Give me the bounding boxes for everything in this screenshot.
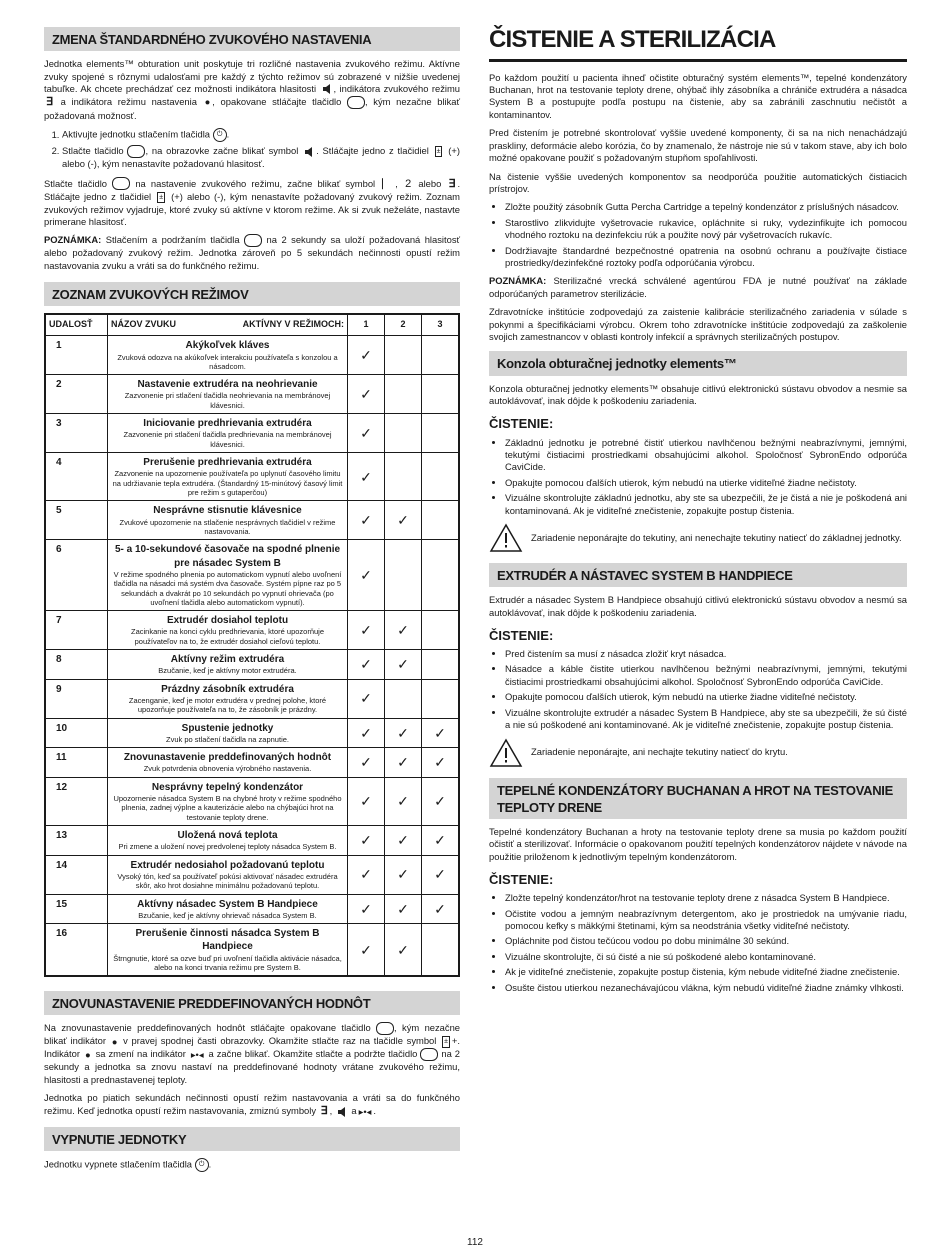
col-active-label: AKTÍVNY V REŽIMOCH: (242, 319, 344, 330)
event-number: 3 (45, 414, 108, 453)
mode-2-check: ✓ (385, 611, 422, 650)
mode-1-check: ✓ (348, 375, 385, 414)
mode-3-check (422, 679, 460, 718)
sound-description: Zvuk potvrdenia obnovenia výrobného nastavenia. (143, 764, 312, 774)
section-heading-extruder: EXTRUDÉR A NÁSTAVEC SYSTEM B HANDPIECE (489, 563, 907, 587)
sound-name-cell (108, 375, 348, 414)
table-row (45, 826, 459, 856)
text: (+) alebo (-), kým nenastavíte požadovanú hlasitosť. (62, 145, 460, 170)
mode-3-check: ✓ (422, 748, 460, 778)
paragraph-extruder: Extrudér a násadec System B Handpiece obsahujú citlivú elektronickú sústavu obvodov a nesmú sa autoklávovať, inak dôjde k poškodeniu zariadenia. (489, 594, 907, 618)
sound-name: Nesprávny tepelný kondenzátor (151, 781, 304, 793)
table-row (45, 453, 459, 501)
text: Na znovunastavenie preddefinovaných hodnôt stláčajte opakovane tlačidlo (44, 1022, 371, 1034)
sound-description: Zacinkanie na konci cyklu predhrievania, ktoré upozorňuje používateľov na to, že extrudér dosiahol cieľovú teplotu. (130, 627, 325, 646)
list-item: • Násadce a káble čistite utierkou navlhčenou bežnými neabrazívnymi, jemnými, tekutými čistiacimi prostriedkami obsahujúcimi alkohol. Spoločnosť SybronEndo odporúča CaviCide. (505, 663, 907, 688)
sound-name: Extrudér nedosiahol požadovanú teplotu (130, 859, 325, 871)
sound-description: Bzučanie, keď je aktívny motor extrudéra. (158, 666, 297, 676)
page-number: 112 (467, 1237, 483, 1248)
text: a začne blikať. Okamžite stlačte a podržte tlačidlo (208, 1048, 418, 1060)
text: Stlačte tlačidlo (62, 145, 124, 157)
list-item: • Vizuálne skontrolujte základnú jednotku, aby ste sa ubezpečili, že je čistá a nie je poškodená ani kontaminovaná. Ak je viditeľné znečistenie, zopakujte postup čistenia. (505, 492, 907, 517)
mode-1-check: ✓ (348, 414, 385, 453)
event-number: 4 (45, 453, 108, 501)
col-mode-2: 2 (385, 314, 422, 335)
section-heading-sound-modes: ZOZNAM ZVUKOVÝCH REŽIMOV (44, 282, 460, 306)
mode-3-check (422, 924, 460, 977)
buchanan-cleaning-list (489, 892, 907, 994)
event-number: 2 (45, 375, 108, 414)
sound-name: Extrudér dosiahol teplotu (166, 615, 289, 627)
mode-1-check: ✓ (348, 336, 385, 375)
mode-2-check (385, 414, 422, 453)
sound-name: Akýkoľvek kláves (185, 340, 270, 352)
list-item: • Opakujte pomocou ďalších utierok, kým nebudú na utierke viditeľné žiadne nečistoty. (505, 477, 907, 489)
list-item: • Opakujte pomocou ďalších utierok, kým nebudú na utierke žiadne viditeľné nečistoty. (505, 691, 907, 703)
note-label: POZNÁMKA: (489, 275, 547, 287)
list-item: • Opláchnite pod čistou tečúcou vodou po dobu minimálne 30 sekúnd. (505, 935, 907, 947)
event-number: 16 (45, 924, 108, 977)
section-heading-reset: ZNOVUNASTAVENIE PREDDEFINOVANÝCH HODNÔT (44, 991, 460, 1015)
col-mode-1: 1 (348, 314, 385, 335)
section-heading-console: Konzola obturačnej jednotky elements™ (489, 351, 907, 375)
sound-description: Vysoký tón, keď sa používateľ pokúsi aktivovať násadec extrudéra skôr, ako hrot dosiahne minimálnu požadovanú teplotu. (117, 871, 338, 891)
subheading-cleaning: ČISTENIE: (489, 872, 554, 888)
warning-triangle-icon (489, 738, 523, 768)
event-number: 12 (45, 777, 108, 825)
sound-name: Spustenie jednotky (181, 722, 274, 734)
mode-3-check (422, 611, 460, 650)
text: Aktivujte jednotku stlačením tlačidla (62, 128, 210, 140)
text: . Stláčajte jedno z tlačidiel (316, 145, 429, 157)
mode-1-check: ✓ (348, 453, 385, 501)
event-number: 5 (45, 501, 108, 540)
paragraph-reset-exit: Jednotka po piatich sekundách nečinnosti opustí režim nastavovania a vráti sa do funkčného režimu. Keď jednotka opustí režim nastavovania, zmiznú symboly ∃ , a ▸•◂ . (44, 1092, 460, 1118)
text: . Stláčajte jedno z tlačidiel (44, 177, 461, 203)
event-number: 1 (45, 336, 108, 375)
sound-name-cell (108, 611, 348, 650)
paragraph-institutions: Zdravotnícke inštitúcie zodpovedajú za zaistenie kalibrácie sterilizačného zariadenia v súlade s pokynmi a špecifikáciami výrobcu. Okrem toho zdravotnícke inštitúcie zodpovedajú za zaškolenie svojich zamestnancov v oblasti kontroly infekcií a správnych sterilizačných postupov. (489, 306, 907, 342)
mode-2-check: ✓ (385, 826, 422, 856)
mode-2-check: ✓ (385, 718, 422, 748)
event-number: 8 (45, 650, 108, 680)
mode-2-check: ✓ (385, 855, 422, 894)
paragraph-no-automatic: Na čistenie vyššie uvedených komponentov sa neodporúča použitie automatických čistiacich prístrojov. (489, 170, 907, 194)
list-item: • Ak je viditeľné znečistenie, zopakujte postup čistenia, kým nebude viditeľné žiadne znečistenie. (505, 966, 907, 978)
text: (+) alebo (-), kým nenastavíte požadovaný zvukový režim. Zoznam zvukových režimov vyjadruje, ktoré zvuky sú aktívne v ktorom režime. Ak si zvuk neželáte, nastavte primerane hlasitosť. (44, 191, 460, 228)
sound-name-cell (108, 718, 348, 748)
col-sound-name (108, 314, 348, 335)
mode-3-check (422, 336, 460, 375)
mode-3-check: ✓ (422, 826, 460, 856)
speaker-icon (304, 147, 314, 157)
step-item: 1. Aktivujte jednotku stlačením tlačidla ⏻ . (62, 128, 460, 142)
list-item: • Vizuálne skontrolujte extrudér a násadec System B Handpiece, aby ste sa ubezpečili, že sú čisté a nie sú poškodené ani kontaminované. Ak je viditeľné znečistenie, zopakujte postup čistenia. (505, 707, 907, 732)
sound-name: Nesprávne stisnutie klávesnice (153, 505, 302, 517)
mode-2-indicator-icon: 2 (405, 177, 412, 190)
sound-description: Zazvonenie na upozornenie používateľa po uplynutí časového limitu na udržiavanie tepla extrudéra. (Štandardný 15-minútový časový limit pre režim s gutaperčou) (112, 469, 343, 498)
sound-description: Zvukové upozornenie na stlačenie nesprávnych tlačidiel v režime nastavovania. (119, 517, 336, 536)
sound-name-cell (108, 855, 348, 894)
text: Stlačením a podržaním tlačidla (105, 234, 240, 246)
table-row (45, 414, 459, 453)
sound-name: Iniciovanie predhrievania extrudéra (143, 418, 312, 430)
note-sterilization (489, 275, 907, 300)
mode-2-check (385, 679, 422, 718)
sound-description: Zvuková odozva na akúkoľvek interakciu používateľa s konzolou a násadcom. (117, 352, 338, 371)
event-number: 9 (45, 679, 108, 718)
event-number: 14 (45, 855, 108, 894)
col-mode-3: 3 (422, 314, 460, 335)
event-number: 13 (45, 826, 108, 856)
sound-name: Znovunastavenie preddefinovaných hodnôt (123, 752, 332, 764)
sound-description: Štrngnutie, ktoré sa ozve buď pri uvoľnení tlačidla aktivácie násadca, alebo na konci trvania režimu pre System B. (113, 953, 342, 972)
table-row (45, 718, 459, 748)
text: Sterilizačné vrecká schválené agentúrou FDA je nutné používať na základe odporúčaných parametrov sterilizácie. (489, 275, 907, 299)
text: v pravej spodnej časti obrazovky. Okamžite stlačte raz na tlačidle symbol (123, 1035, 437, 1047)
mode-3-check (422, 375, 460, 414)
table-row (45, 748, 459, 778)
warning-triangle-icon (489, 523, 523, 553)
section-heading-buchanan: TEPELNÉ KONDENZÁTORY BUCHANAN A HROT NA TESTOVANIE TEPLOTY DRENE (489, 778, 907, 819)
warning-text: Zariadenie neponárajte, ani nechajte tekutiny natiecť do krytu. (531, 746, 788, 758)
sound-name-cell (108, 826, 348, 856)
paragraph-reset (44, 1022, 460, 1086)
mode-1-check: ✓ (348, 611, 385, 650)
console-cleaning-list (489, 437, 907, 517)
mode-3-check: ✓ (422, 855, 460, 894)
sound-name-cell (108, 453, 348, 501)
speaker-icon (322, 84, 332, 94)
sound-name: Nastavenie extrudéra na neohrievanie (137, 379, 318, 391)
note-sound (44, 234, 460, 272)
list-item: • Zložte tepelný kondenzátor/hrot na testovanie teploty drene z násadca System B Handpiece. (505, 892, 907, 904)
plus-minus-button-icon: ± (435, 146, 443, 157)
plus-minus-button-icon: ± (157, 192, 165, 203)
mode-1-check: ✓ (348, 777, 385, 825)
table-row (45, 679, 459, 718)
col-sound-name-label: NÁZOV ZVUKU (111, 319, 176, 330)
mode-1-check: ✓ (348, 826, 385, 856)
sound-description: Zacenganie, keď je motor extrudéra v prednej polohe, ktoré upozorňuje používateľa na to, že zásobník je prázdny. (128, 695, 327, 715)
text: alebo (418, 177, 442, 189)
mode-1-indicator-icon: ⎸ (382, 177, 394, 190)
sound-description: Bzučanie, keď je aktívny ohrievač násadca System B. (138, 910, 317, 920)
page-title: ČISTENIE A STERILIZÁCIA (489, 24, 907, 62)
paragraph-sound-intro (44, 58, 460, 122)
mode-3-check (422, 650, 460, 680)
paragraph-cleaning-intro: Po každom použití u pacienta ihneď očistite obturačný systém elements™, tepelné kondenzátory Buchanan, hrot na testovanie teploty drene, ohýbač ihly zásobníka a chrániče extrudéra a násadca System B a postupujte podľa postupu na čistenie, aby sa zabránili zaschnutiu nečistôt a kontaminantov. (489, 71, 907, 120)
sound-name-cell (108, 924, 348, 977)
sound-description: Zazvonenie pri stlačení tlačidla neohrievania na membránovej klávesnici. (124, 391, 331, 410)
mode-1-check: ✓ (348, 718, 385, 748)
paragraph-inspection: Pred čistením je potrebné skontrolovať vyššie uvedené komponenty, či sa na nich nenachádzajú praskliny, deformácie alebo korózia, čo by znamenalo, že nástroje nie sú v takom stave, aby ich bolo možné opakovane použiť s požadovaným stupňom spoľahlivosti. (489, 127, 907, 164)
reset-indicator-icon: ▸•◂ (190, 1048, 204, 1060)
sound-description: V režime spodného plnenia po automatickom vypnutí alebo uvoľnení tlačidla na násadci má systém dva časovače. Systém pípne raz po 5 sekundách a dvakrát po 10 sekundách po vypnutí ohrievača (po uvoľnení tlačidla alebo automatickom vypnutí). (113, 569, 342, 607)
mode-button-icon (127, 145, 145, 158)
sound-description: Zvuk po stlačení tlačidla na zapnutie. (166, 734, 289, 744)
sound-modes-body (45, 336, 459, 977)
sound-name-cell (108, 679, 348, 718)
text: , kým nezačne blikať požadovaná možnosť. (44, 96, 461, 121)
sound-modes-table (44, 313, 460, 977)
mode-button-icon (112, 177, 130, 190)
col-event: UDALOSŤ (45, 314, 108, 335)
text: Jednotka elements™ obturation unit poskytuje tri rozličné nastavenia zvukového režimu. Aktívne zvuky spojené s rôznymi udalosťami pre každý z týchto režimov sú zobrazené v nižšie uvedenej tabuľke. Ak chcete prechádzať cez možnosti indikátora hlasitosti (44, 58, 460, 94)
table-row (45, 894, 459, 924)
sound-mode-indicator-icon: ∃ (320, 1105, 328, 1118)
paragraph-console: Konzola obturačnej jednotky elements™ obsahuje citlivú elektronickú sústavu obvodov a nesmie sa autoklávovať, inak dôjde k poškodeniu zariadenia. (489, 382, 907, 406)
sound-name: Uložená nová teplota (177, 830, 278, 842)
list-item: • Očistite vodou a jemným neabrazívnym detergentom, ako je prostriedok na umývanie riadu, pomocou kefky s mäkkými štetinami, kým sa neodstránia všetky viditeľné nečistoty. (505, 908, 907, 933)
power-button-icon: ⏻ (195, 1158, 209, 1172)
mode-1-check: ✓ (348, 748, 385, 778)
power-button-icon: ⏻ (213, 128, 227, 142)
event-number: 6 (45, 540, 108, 611)
table-row (45, 924, 459, 977)
list-item: • Pred čistením sa musí z násadca zložiť kryt násadca. (505, 648, 907, 660)
table-row (45, 777, 459, 825)
mode-button-icon (376, 1022, 394, 1035)
sound-name-cell (108, 894, 348, 924)
settings-mode-dot-icon: ● (84, 1048, 91, 1060)
left-column (44, 27, 460, 1178)
mode-3-indicator-icon: ∃ (448, 177, 456, 190)
general-cleaning-list (489, 201, 907, 269)
sound-name-cell (108, 777, 348, 825)
text: , opakovane stláčajte tlačidlo (212, 96, 342, 108)
settings-mode-dot-icon: ● (111, 1035, 118, 1047)
mode-2-check: ✓ (385, 924, 422, 977)
mode-2-check: ✓ (385, 501, 422, 540)
table-row (45, 501, 459, 540)
text: , na obrazovke začne blikať symbol (145, 145, 299, 157)
text: Stlačte tlačidlo (44, 177, 107, 189)
list-item: • Dodržiavajte štandardné bezpečnostné opatrenia na osobnú ochranu a používajte čistiace prostriedky/dezinfekčné roztoky podľa odporúčania výrobcu. (505, 245, 907, 270)
sound-name: Aktívny režim extrudéra (170, 654, 285, 666)
list-item: • Osušte čistou utierkou nezanechávajúcou vlákna, kým nebudú viditeľné žiadne známky vlhkosti. (505, 982, 907, 994)
warning-text: Zariadenie neponárajte do tekutiny, ani nenechajte tekutiny natiecť do základnej jednotky. (531, 531, 902, 543)
mode-button-icon (347, 96, 365, 109)
sound-mode-indicator-icon: ∃ (46, 96, 53, 109)
text: a (351, 1105, 357, 1117)
text: na 2 sekundy sa uloží požadovaná hlasitosť alebo požadovaný zvukový režim. Jednotka zároveň po 5 sekundách nečinnosti opustí režim nastavovania zvuku a vráti sa do funkčného režimu. (44, 234, 461, 271)
mode-1-check: ✓ (348, 894, 385, 924)
extruder-cleaning-list (489, 648, 907, 731)
paragraph-power-off: Jednotku vypnete stlačením tlačidla ⏻ . (44, 1158, 460, 1172)
mode-1-check: ✓ (348, 650, 385, 680)
list-item: • Vizuálne skontrolujte, či sú čisté a nie sú poškodené alebo kontaminované. (505, 951, 907, 963)
mode-3-check (422, 453, 460, 501)
mode-3-check: ✓ (422, 718, 460, 748)
mode-2-check: ✓ (385, 748, 422, 778)
reset-indicator-icon: ▸•◂ (358, 1105, 372, 1117)
event-number: 7 (45, 611, 108, 650)
text: sa zmení na indikátor (95, 1048, 186, 1060)
warning-console (489, 523, 907, 553)
table-row (45, 375, 459, 414)
sound-name-cell (108, 501, 348, 540)
event-number: 15 (45, 894, 108, 924)
mode-button-icon (420, 1048, 438, 1061)
sound-name: Prerušenie predhrievania extrudéra (143, 457, 312, 469)
mode-3-check: ✓ (422, 894, 460, 924)
mode-2-check (385, 453, 422, 501)
paragraph-sound-mode: Stlačte tlačidlo na nastavenie zvukového režimu, začne blikať symbol ⎸ , 2 alebo ∃ . Stláčajte jedno z tlačidiel ± (+) alebo (-), kým nenastavíte požadovaný zvukový režim. Zoznam zvukových režimov vyjadruje, ktoré zvuky sú aktívne v ktorom režime. Ak si zvuk neželáte, nastavte primerane hlasitosť. (44, 177, 461, 228)
list-item: • Základnú jednotku je potrebné čistiť utierkou navlhčenou bežnými neabrazívnymi, jemnými, tekutými čistiacimi prostriedkami obsahujúcimi alkohol. Spoločnosť SybronEndo odporúča CaviCide. (505, 437, 907, 474)
text: Jednotku vypnete stlačením tlačidla (44, 1158, 192, 1170)
sound-name: Prázdny zásobník extrudéra (161, 683, 294, 695)
table-row (45, 855, 459, 894)
table-header-row (45, 314, 459, 335)
mode-1-check: ✓ (348, 924, 385, 977)
text: Jednotka po piatich sekundách nečinnosti opustí režim nastavovania a vráti sa do funkčného režimu. Keď jednotka opustí režim nastavovania, zmiznú symboly (44, 1092, 460, 1117)
list-item: • Starostlivo zlikvidujte vyšetrovacie rukavice, opláchnite si ruky, vydezinfikujte ich pomocou vhodného roztoku na dezinfekciu rúk a použite nový pár vyšetrovacích rukavíc. (505, 217, 907, 242)
steps-list (44, 128, 460, 170)
sound-description: Upozornenie násadca System B na chybné hroty v režime spodného plnenia, zadnej výplne a kauterizácie alebo na chýbajúci hrot na testovanie teploty drene. (113, 794, 342, 822)
mode-1-check: ✓ (348, 540, 385, 611)
mode-2-check: ✓ (385, 894, 422, 924)
mode-2-check: ✓ (385, 777, 422, 825)
table-row (45, 650, 459, 680)
right-column (489, 24, 907, 1000)
mode-1-check: ✓ (348, 679, 385, 718)
sound-name-cell (108, 414, 348, 453)
mode-1-check: ✓ (348, 855, 385, 894)
sound-name-cell (108, 748, 348, 778)
mode-2-check (385, 375, 422, 414)
subheading-cleaning: ČISTENIE: (489, 416, 554, 432)
sound-name: Aktívny násadec System B Handpiece (137, 898, 318, 910)
sound-description: Zazvonenie pri stlačení tlačidla predhrievania na membránovej klávesnici. (123, 430, 332, 449)
mode-2-check (385, 540, 422, 611)
table-row (45, 611, 459, 650)
note-label: POZNÁMKA: (44, 234, 102, 246)
warning-extruder (489, 738, 907, 768)
text: , indikátora zvukového režimu (333, 82, 460, 94)
mode-1-check: ✓ (348, 501, 385, 540)
sound-name: 5- a 10-sekundové časovače na spodné plnenie pre násadec System B (114, 544, 341, 569)
mode-3-check (422, 414, 460, 453)
sound-name-cell (108, 336, 348, 375)
mode-3-check: ✓ (422, 777, 460, 825)
text: na nastavenie zvukového režimu, začne blikať symbol (135, 177, 376, 189)
mode-2-check (385, 336, 422, 375)
plus-minus-button-icon: ± (442, 1036, 450, 1047)
section-heading-power-off: VYPNUTIE JEDNOTKY (44, 1127, 460, 1151)
subheading-cleaning: ČISTENIE: (489, 627, 554, 643)
mode-3-check (422, 540, 460, 611)
section-heading-sound-settings: ZMENA ŠTANDARDNÉHO ZVUKOVÉHO NASTAVENIA (44, 27, 460, 51)
list-item: • Zložte použitý zásobník Gutta Percha Cartridge a tepelný kondenzátor z príslušných násadcov. (505, 201, 907, 213)
text: na 2 sekundy a jednotka sa znovu nastaví na preddefinované hodnoty vrátane zvukového režimu, hlasitosti a prednastavenej teploty. (44, 1048, 460, 1085)
mode-button-icon (244, 234, 262, 247)
settings-mode-dot-icon: ● (204, 96, 211, 108)
table-row (45, 540, 459, 611)
step-item (62, 145, 460, 170)
mode-2-check: ✓ (385, 650, 422, 680)
speaker-icon (337, 1107, 347, 1117)
text: a indikátora režimu nastavenia (60, 96, 197, 108)
sound-description: Pri zmene a uložení novej predvolenej teploty násadca System B. (118, 842, 337, 852)
text: +. Indikátor (44, 1035, 461, 1060)
table-row (45, 336, 459, 375)
sound-name-cell (108, 650, 348, 680)
paragraph-buchanan: Tepelné kondenzátory Buchanan a hroty na testovanie teploty drene sa musia po každom použití očistiť a sterilizovať. Informácie o opakovanom použití tepelných kondenzátorov nájdete v návode na použitie priloženom k jednotlivým tepelným kondenzátorom. (489, 825, 907, 862)
sound-name: Prerušenie činnosti násadca System B Handpiece (135, 928, 320, 953)
event-number: 11 (45, 748, 108, 778)
sound-name-cell (108, 540, 348, 611)
event-number: 10 (45, 718, 108, 748)
mode-3-check (422, 501, 460, 540)
text: , kým nezačne blikať indikátor (44, 1022, 461, 1047)
